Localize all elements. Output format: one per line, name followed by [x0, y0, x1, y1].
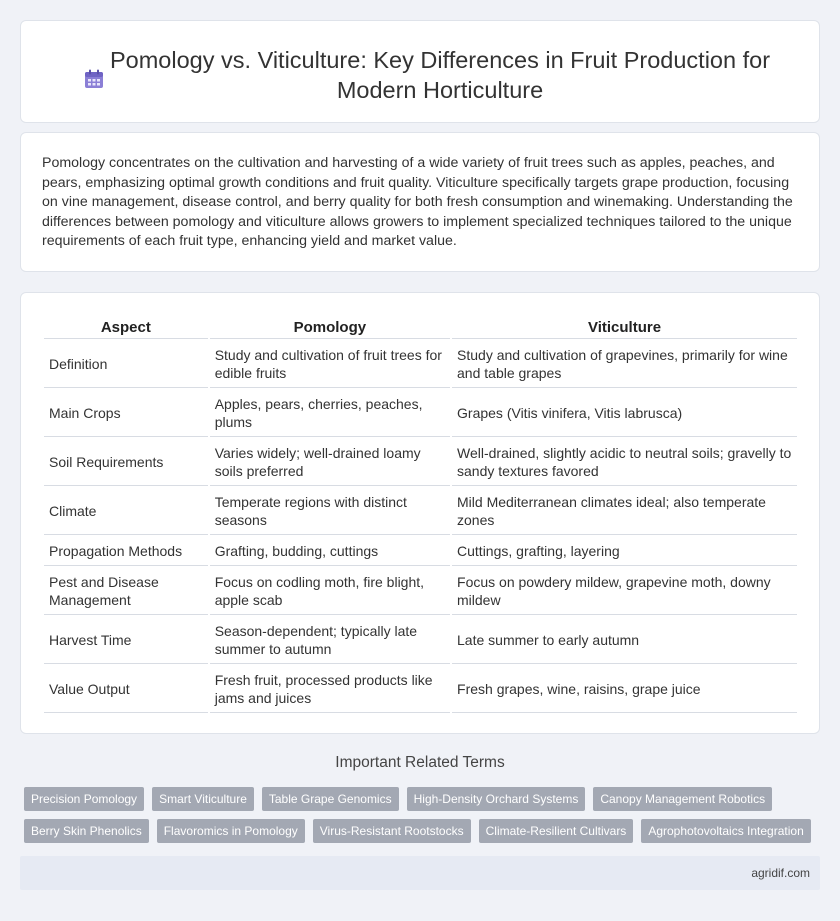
cell-viticulture: Study and cultivation of grapevines, primarily for wine and table grapes [452, 341, 797, 388]
table-row [44, 390, 797, 437]
cell-aspect: Main Crops [44, 390, 208, 437]
cell-viticulture: Focus on powdery mildew, grapevine moth, downy mildew [452, 568, 797, 615]
footer [20, 856, 820, 890]
header-viticulture: Viticulture [452, 315, 797, 339]
cell-viticulture: Well-drained, slightly acidic to neutral soils; gravelly to sandy textures favored [452, 439, 797, 486]
table-row [44, 617, 797, 664]
table-row [44, 568, 797, 615]
comparison-table [42, 313, 799, 715]
table-row [44, 537, 797, 566]
tag-berry-skin-phenolics[interactable]: Berry Skin Phenolics [24, 819, 149, 843]
cell-pomology: Season-dependent; typically late summer to autumn [210, 617, 450, 664]
cell-pomology: Focus on codling moth, fire blight, apple scab [210, 568, 450, 615]
cell-pomology: Temperate regions with distinct seasons [210, 488, 450, 535]
cell-aspect: Pest and Disease Management [44, 568, 208, 615]
cell-aspect: Soil Requirements [44, 439, 208, 486]
footer-site-link[interactable]: agridif.com [751, 866, 810, 880]
tag-virus-resistant-rootstocks[interactable]: Virus-Resistant Rootstocks [313, 819, 471, 843]
tag-agrophotovoltaics-integration[interactable]: Agrophotovoltaics Integration [641, 819, 810, 843]
cell-aspect: Propagation Methods [44, 537, 208, 566]
tag-canopy-management-robotics[interactable]: Canopy Management Robotics [593, 787, 772, 811]
related-terms [24, 787, 824, 851]
cell-viticulture: Mild Mediterranean climates ideal; also temperate zones [452, 488, 797, 535]
page-title: Pomology vs. Viticulture: Key Differences in Fruit Production for Modern Horticulture [109, 47, 771, 103]
tag-row [24, 819, 824, 843]
tag-smart-viticulture[interactable]: Smart Viticulture [152, 787, 254, 811]
cell-aspect: Harvest Time [44, 617, 208, 664]
table-row [44, 488, 797, 535]
cell-pomology: Apples, pears, cherries, peaches, plums [210, 390, 450, 437]
cell-pomology: Fresh fruit, processed products like jams and juices [210, 666, 450, 713]
tag-climate-resilient-cultivars[interactable]: Climate-Resilient Cultivars [479, 819, 634, 843]
header-pomology: Pomology [210, 315, 450, 339]
intro-card [20, 132, 820, 272]
cell-aspect: Definition [44, 341, 208, 388]
table-row [44, 341, 797, 388]
table-header-row [44, 315, 797, 339]
tag-precision-pomology[interactable]: Precision Pomology [24, 787, 144, 811]
cell-aspect: Value Output [44, 666, 208, 713]
intro-paragraph: Pomology concentrates on the cultivation and harvesting of a wide variety of fruit trees such as apples, peaches, and pears, emphasizing optimal growth conditions and fruit quality. Viticulture specifically targets grape production, focusing on vine management, disease control, and berry quality for both fresh consumption and winemaking. Understanding the differences between pomology and viticulture allows growers to implement specialized techniques tailored to the unique requirements of each fruit type, enhancing yield and market value. [42, 155, 793, 250]
header-aspect: Aspect [44, 315, 208, 339]
comparison-card [20, 292, 820, 734]
related-terms-heading: Important Related Terms [335, 754, 505, 771]
cell-viticulture: Cuttings, grafting, layering [452, 537, 797, 566]
tag-table-grape-genomics[interactable]: Table Grape Genomics [262, 787, 399, 811]
tag-row [24, 787, 824, 811]
cell-viticulture: Late summer to early autumn [452, 617, 797, 664]
tag-high-density-orchard-systems[interactable]: High-Density Orchard Systems [407, 787, 586, 811]
cell-viticulture: Grapes (Vitis vinifera, Vitis labrusca) [452, 390, 797, 437]
cell-aspect: Climate [44, 488, 208, 535]
table-row [44, 666, 797, 713]
table-row [44, 439, 797, 486]
cell-pomology: Varies widely; well-drained loamy soils preferred [210, 439, 450, 486]
tag-flavoromics-in-pomology[interactable]: Flavoromics in Pomology [157, 819, 305, 843]
cell-viticulture: Fresh grapes, wine, raisins, grape juice [452, 666, 797, 713]
cell-pomology: Study and cultivation of fruit trees for edible fruits [210, 341, 450, 388]
title-card [20, 20, 820, 123]
cell-pomology: Grafting, budding, cuttings [210, 537, 450, 566]
